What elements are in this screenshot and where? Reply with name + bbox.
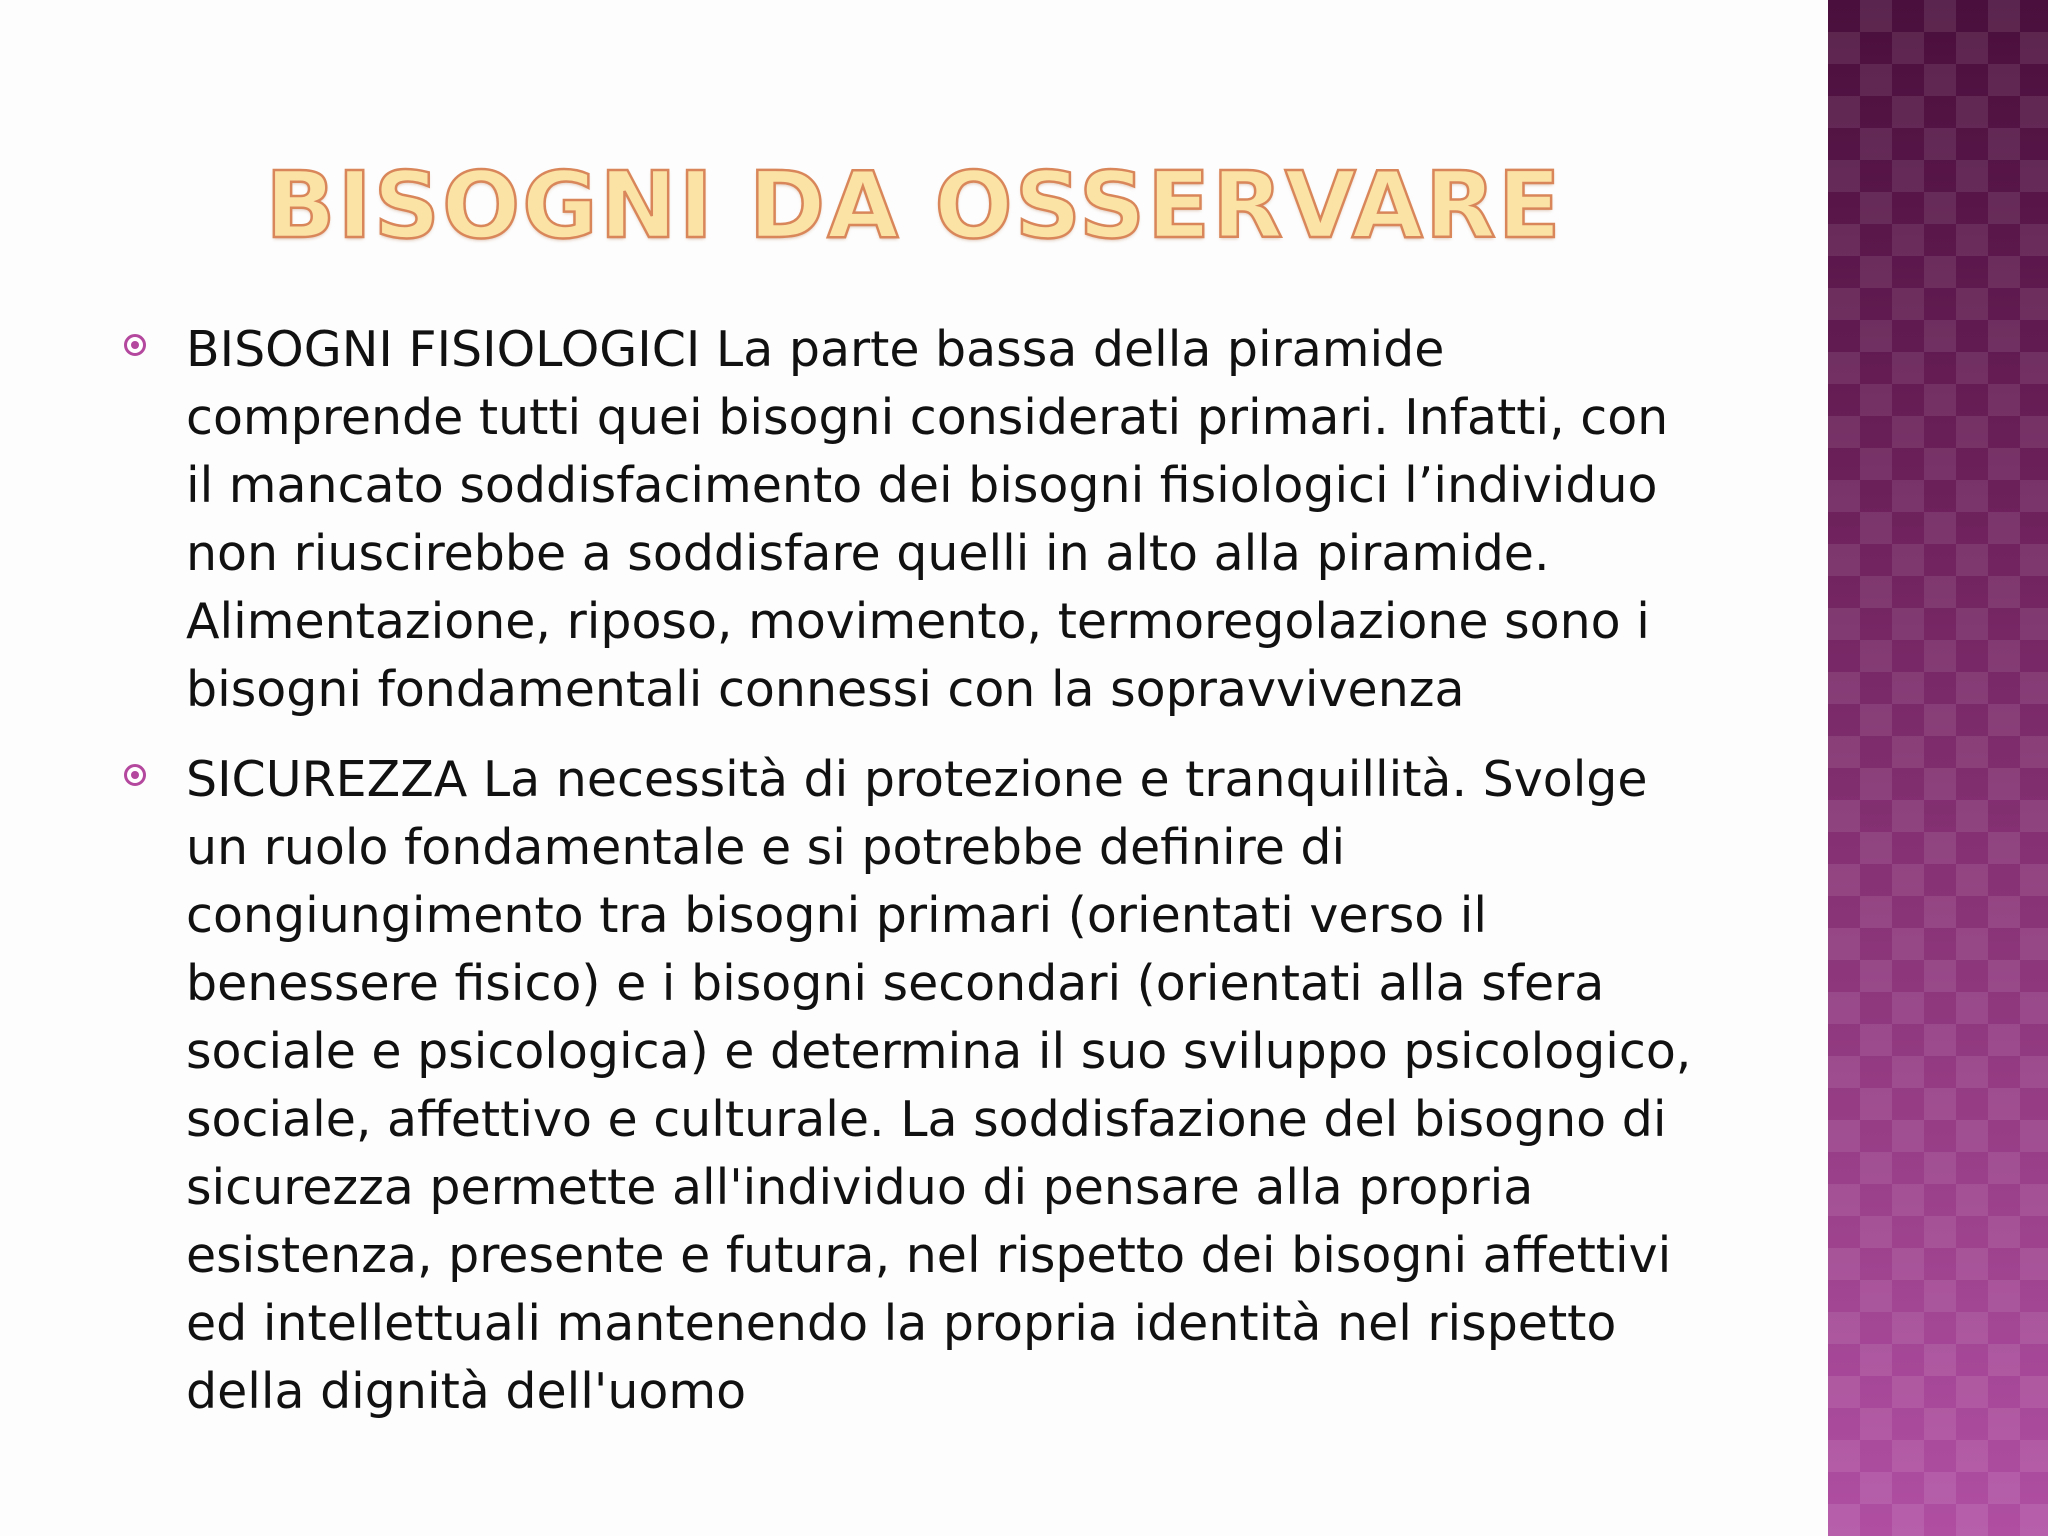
decorative-side-band [1828, 0, 2048, 1536]
bullet-text: BISOGNI FISIOLOGICI La parte bassa della piramide comprende tutti quei bisogni considerati primari. Infatti, con il mancato soddisfacimento dei bisogni fisiologici l’individuo non riuscirebbe a soddisfare quelli in alto alla piramide. Alimentazione, riposo, movimento, termoregolazione sono i bisogni fondamentali connessi con la sopravvivenza [186, 321, 1669, 718]
bullet-item-sicurezza [124, 746, 1704, 1426]
bullet-text: SICUREZZA La necessità di protezione e tranquillità. Svolge un ruolo fondamentale e si potrebbe definire di congiungimento tra bisogni primari (orientati verso il benessere fisico) e i bisogni secondari (orientati alla sfera sociale e psicologica) e determina il suo sviluppo psicologico, sociale, affettivo e culturale. La soddisfazione del bisogno di sicurezza permette all'individuo di pensare alla propria esistenza, presente e futura, nel rispetto dei bisogni affettivi ed intellettuali mantenendo la propria identità nel rispetto della dignità dell'uomo [186, 751, 1692, 1420]
bullet-list [124, 316, 1704, 1448]
radio-bullet-icon [124, 764, 146, 786]
radio-bullet-icon [124, 334, 146, 356]
bullet-item-fisiologici [124, 316, 1704, 724]
diamond-pattern [1828, 0, 2048, 1536]
slide-title: BISOGNI DA OSSERVARE [265, 152, 1563, 259]
